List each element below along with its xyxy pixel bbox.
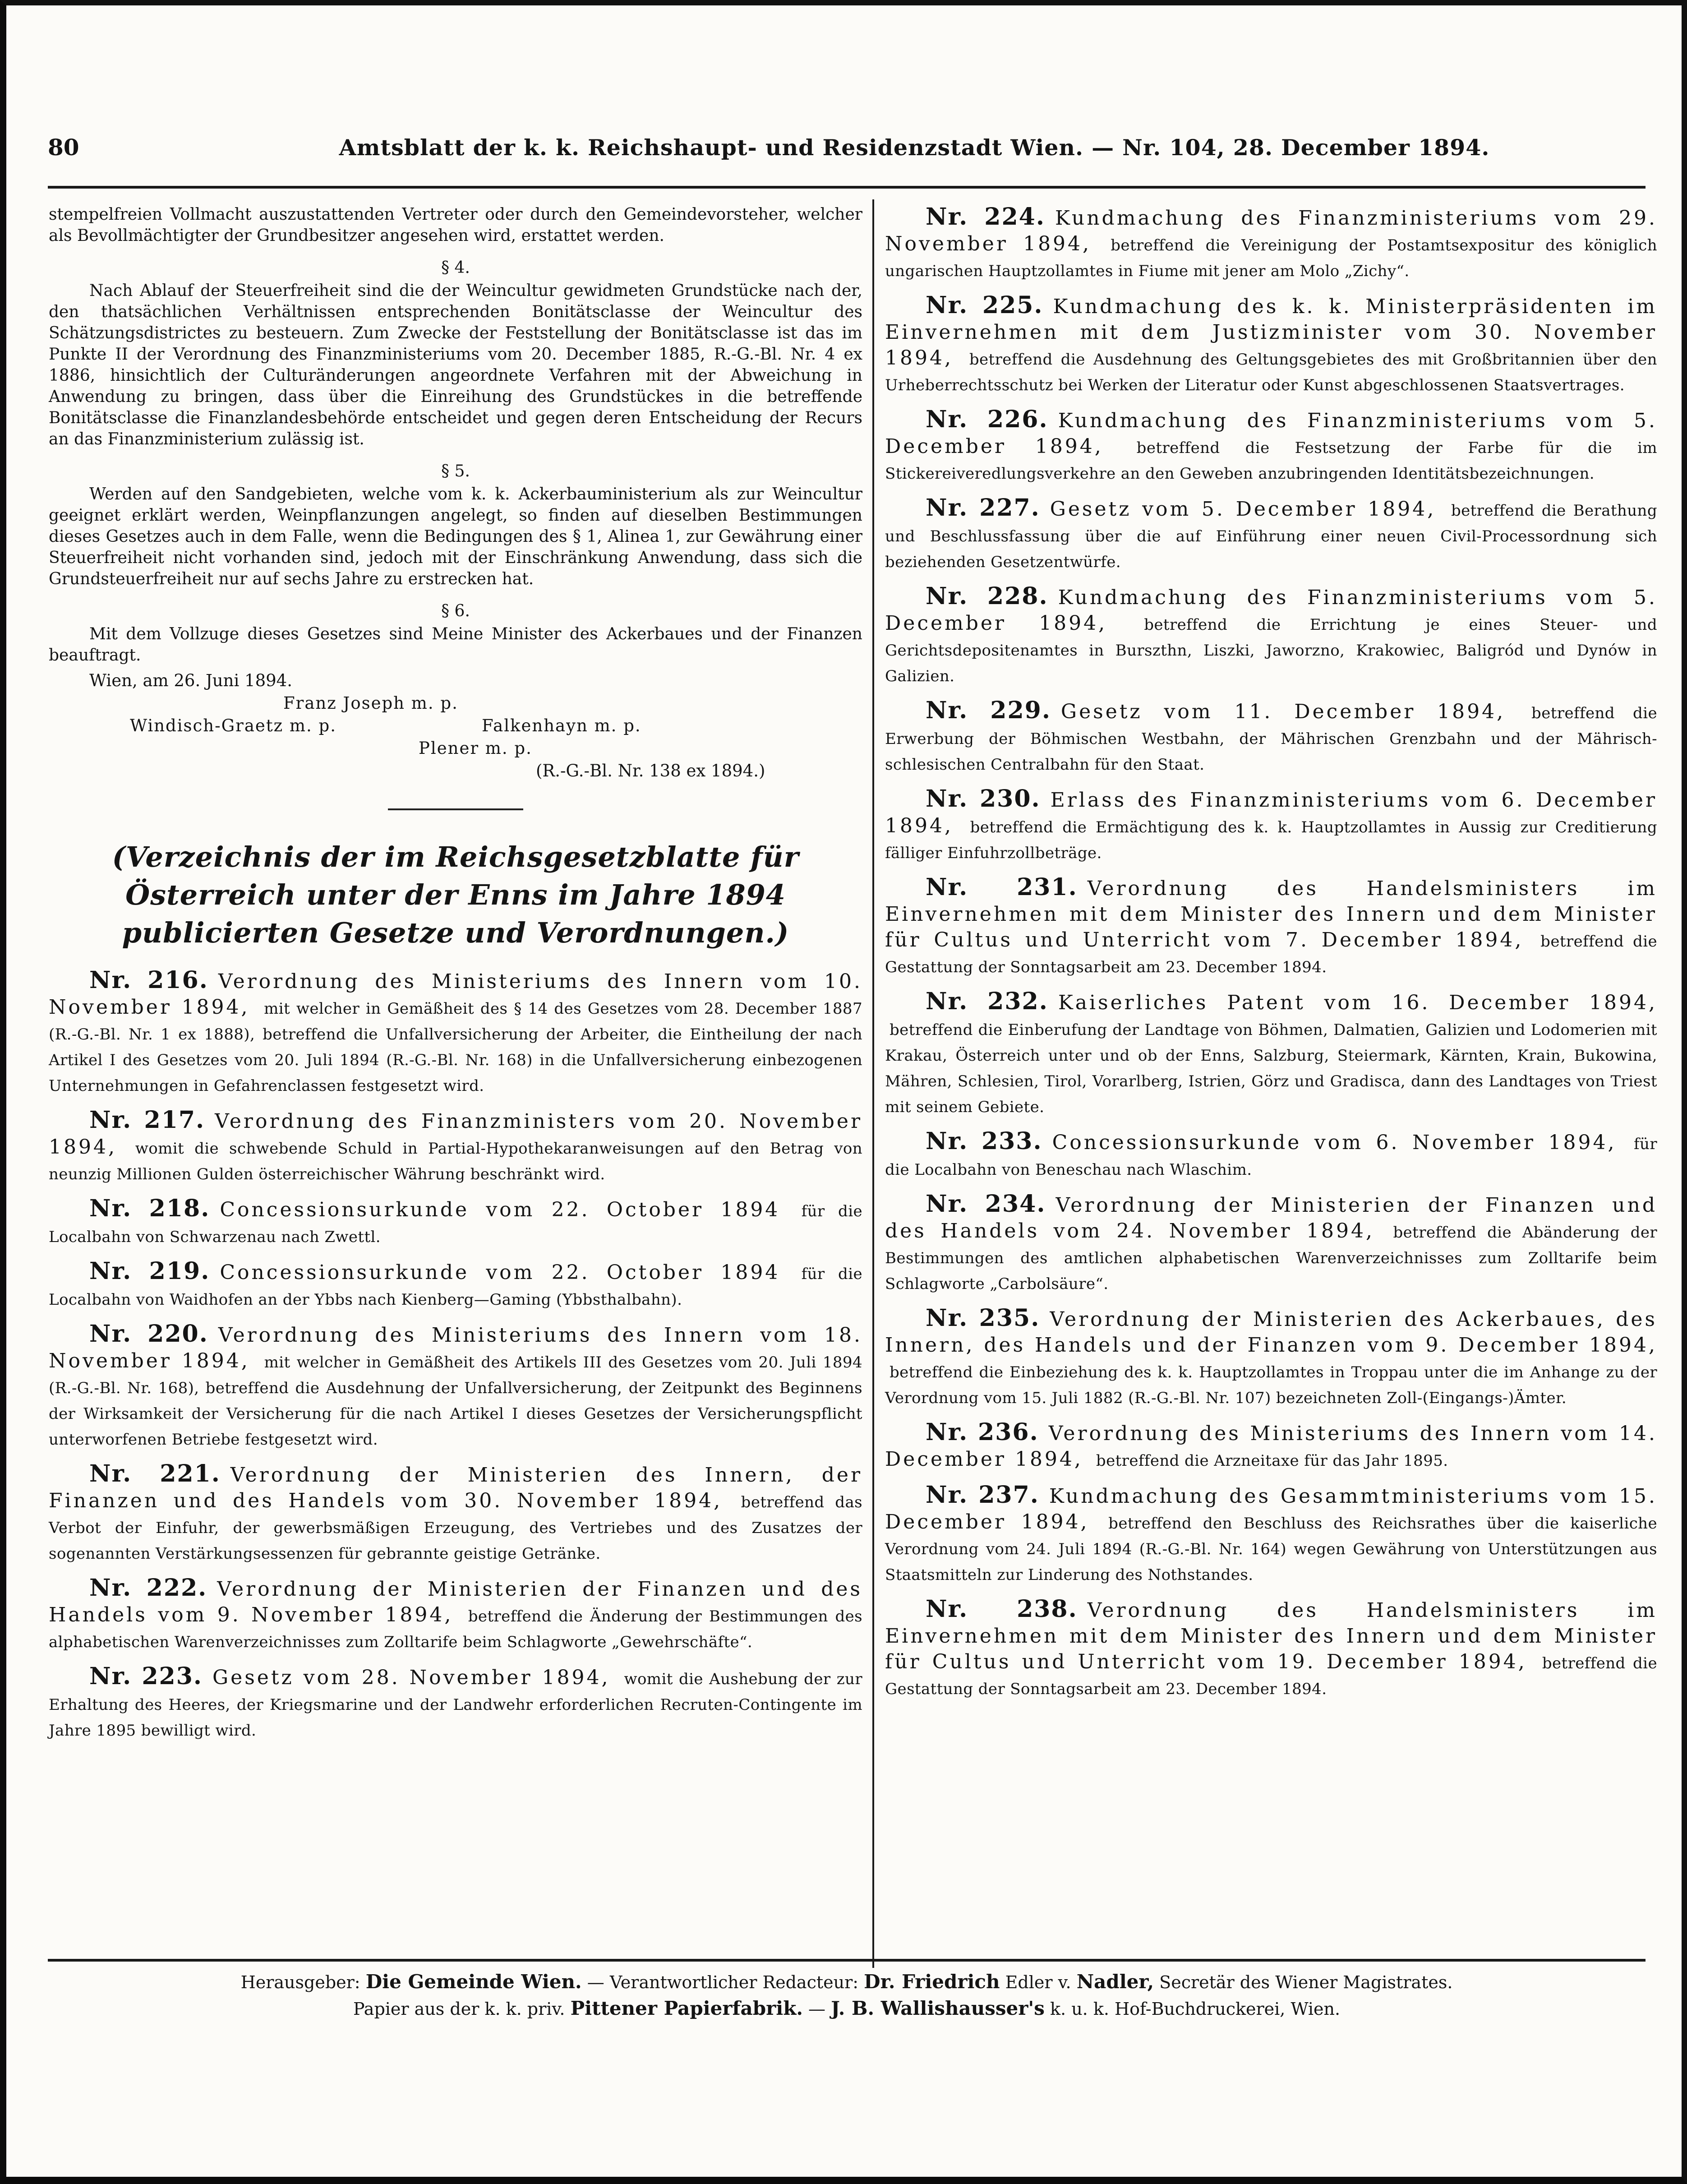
entry-body: betreffend das Verbot der Einfuhr, der gewerbsmäßigen Erzeugung, des Vertriebes und des Zusatzes der sogenannten Verstärkungsessenzen für gebrannte geistige Getränke. [49, 1493, 862, 1563]
entry-heading: Concessionsurkunde vom 22. October 1894 [220, 1261, 780, 1284]
signature-minister-1: Windisch-Graetz m. p. [130, 716, 336, 735]
entry-heading: Verordnung der Ministerien des Ackerbaues, des Innern, des Handels und der Finanzen vom 9. December 1894, [885, 1308, 1658, 1357]
signature-emperor: Franz Joseph m. p. [283, 693, 458, 713]
entry-heading: Kundmachung des Gesammtministeriums vom 15. December 1894, [885, 1485, 1657, 1533]
entry-body: betreffend die Gestattung der Sonntagsarbeit am 23. December 1894. [885, 933, 1657, 976]
register-entry [885, 1305, 1657, 1409]
entry-number: Nr. 230. [926, 785, 1041, 813]
page-number: 80 [48, 134, 79, 161]
entry-heading: Verordnung der Ministerien der Finanzen und des Handels vom 9. November 1894, [49, 1578, 862, 1626]
editor-label: — Verantwortlicher Redacteur: [587, 1972, 859, 1992]
entry-number: Nr. 237. [926, 1481, 1039, 1509]
entry-heading: Verordnung des Handelsministers im Einvernehmen mit dem Minister des Innern und dem Minister für Cultus und Unterricht vom 7. December 1894, [885, 877, 1658, 951]
publisher-name: Die Gemeinde Wien. [365, 1971, 582, 1993]
entry-heading: Verordnung des Ministeriums des Innern vom 14. December 1894, [885, 1422, 1657, 1471]
entry-body: womit die schwebende Schuld in Partial-Hypothekaranweisungen auf den Betrag von neunzig Millionen Gulden österreichischer Währung beschränkt wird. [49, 1140, 862, 1183]
register-entry [885, 988, 1657, 1118]
entry-heading: Kaiserliches Patent vom 16. December 1894, [1058, 991, 1657, 1014]
entry-number: Nr. 235. [926, 1304, 1040, 1332]
register-entry [49, 1663, 862, 1742]
entry-heading: Verordnung des Handelsministers im Einvernehmen mit dem Minister des Innern und dem Minister für Cultus und Unterricht vom 19. December 1894, [885, 1599, 1658, 1673]
register-entry [49, 1107, 862, 1186]
right-column [885, 204, 1657, 1710]
editor-surname: Nadler, [1076, 1971, 1154, 1993]
running-title: Amtsblatt der k. k. Reichshaupt- und Residenzstadt Wien. — Nr. 104, 28. December 1894. [339, 134, 1490, 161]
editor-position: Secretär des Wiener Magistrates. [1159, 1972, 1453, 1992]
register-entry [49, 1575, 862, 1653]
footer-rule [48, 1959, 1646, 1962]
entry-body: betreffend die Festsetzung der Farbe für die im Stickereiveredlungsverkehre an den Geweben anzubringenden Identitätsbezeichnungen. [885, 439, 1657, 483]
entry-heading: Erlass des Finanzministeriums vom 6. December 1894, [885, 789, 1657, 837]
register-title: (Verzeichnis der im Reichsgesetzblatte für Österreich unter der Enns im Jahre 1894 publicierten Gesetze und Verordnungen.) [112, 840, 799, 949]
entry-heading: Kundmachung des Finanzministeriums vom 29. November 1894, [885, 207, 1657, 255]
register-entry [885, 1128, 1657, 1181]
entry-number: Nr. 219. [89, 1257, 210, 1285]
entry-heading: Kundmachung des k. k. Ministerpräsidenten im Einvernehmen mit dem Justizminister vom 30. November 1894, [885, 295, 1657, 369]
entry-heading: Kundmachung des Finanzministeriums vom 5. December 1894, [885, 409, 1657, 458]
register-entry [885, 204, 1657, 282]
section-heading-4: § 4. [441, 259, 470, 277]
entry-heading: Gesetz vom 11. December 1894, [1060, 700, 1506, 723]
entry-body: betreffend die Einberufung der Landtage von Böhmen, Dalmatien, Galizien und Lodomerien mit Krakau, Österreich unter und ob der Enns, Salzburg, Steiermark, Kärnten, Krain, Bukowina, Mähren, Schlesien, Tirol, Vorarlberg, Istrien, Görz und Gradisca, dann des Landtages von Triest mit seinem Gebiete. [885, 1021, 1657, 1116]
entry-number: Nr. 224. [926, 203, 1045, 231]
register-entry [49, 1461, 862, 1565]
printer-separator: — [808, 1999, 826, 2019]
register-entry [885, 583, 1657, 688]
entry-heading: Verordnung der Ministerien der Finanzen und des Handels vom 24. November 1894, [885, 1194, 1657, 1242]
register-entry [49, 1258, 862, 1311]
entry-number: Nr. 226. [926, 406, 1048, 433]
entry-number: Nr. 217. [89, 1106, 205, 1134]
publisher-label: Herausgeber: [240, 1972, 360, 1992]
entry-body: mit welcher in Gemäßheit des Artikels III des Gesetzes vom 20. Juli 1894 (R.-G.-Bl. Nr. 168), betreffend die Ausdehnung der Unfallversicherung, der Zeitpunkt des Beginnens der Wirksamkeit der Versicherung für die nach Artikel I dieses Gesetzes der Versicherungspflicht unterworfenen Betriebe festgesetzt wird. [49, 1353, 862, 1449]
short-divider [388, 808, 523, 810]
section-heading-5: § 5. [441, 462, 470, 480]
entry-heading: Concessionsurkunde vom 22. October 1894 [220, 1198, 780, 1221]
entry-number: Nr. 236. [926, 1418, 1039, 1446]
register-entry [885, 874, 1657, 979]
register-entry [885, 1419, 1657, 1472]
entry-heading: Verordnung des Finanzministers vom 20. November 1894, [49, 1110, 862, 1159]
entry-body: betreffend die Berathung und Beschlussfassung über die auf Einführung einer neuen Civil-Processordnung sich beziehenden Gesetzentwürfe. [885, 502, 1657, 571]
entry-number: Nr. 229. [926, 697, 1051, 724]
entry-number: Nr. 216. [89, 966, 208, 994]
entry-heading: Verordnung des Ministeriums des Innern vom 10. November 1894, [49, 970, 862, 1019]
register-entry [885, 697, 1657, 776]
entry-number: Nr. 220. [89, 1320, 208, 1348]
footer-line-2 [48, 1995, 1646, 2022]
paper-mill: Pittener Papierfabrik. [570, 1997, 803, 2019]
signature-ministers [49, 715, 862, 737]
register-entry [885, 1482, 1657, 1586]
signature-minister-2: Falkenhayn m. p. [482, 716, 641, 735]
entry-heading: Gesetz vom 5. December 1894, [1050, 498, 1436, 521]
section-text-5: Werden auf den Sandgebieten, welche vom k. k. Ackerbauministerium als zur Weincultur geeignet erklärt werden, Weinpflanzungen angelegt, so finden auf dieselben Bestimmungen dieses Gesetzes auch in dem Falle, wenn die Bedingungen des § 1, Alinea 1, zur Gewährung einer Steuerfreiheit nicht vorhanden sind, jedoch mit der Einschränkung Anwendung, dass sich die Grundsteuerfreiheit nur auf sechs Jahre zu erstrecken hat. [49, 485, 862, 588]
entry-body: betreffend die Ermächtigung des k. k. Hauptzollamtes in Aussig zur Creditierung fälliger Einfuhrzollbeträge. [885, 818, 1657, 862]
entry-number: Nr. 221. [89, 1460, 221, 1487]
entry-heading: Concessionsurkunde vom 6. November 1894, [1052, 1131, 1617, 1154]
section-text-4: Nach Ablauf der Steuerfreiheit sind die der Weincultur gewidmeten Grundstücke nach der, den thatsächlichen Verhältnissen entsprechenden Bonitätsclasse der Weincultur des Schätzungsdistrictes zu besteuern. Zum Zwecke der Feststellung der Bonitätsclasse ist das im Punkte II der Verordnung des Finanzministeriums vom 20. December 1885, R.-G.-Bl. Nr. 4 ex 1886, hinsichtlich der Culturänderungen angeordnete Verfahren mit der Abweichung in Anwendung zu bringen, dass über die Einreihung des Grundstückes in die betreffende Bonitätsclasse die Finanzlandesbehörde entscheidet und gegen deren Entscheidung der Recurs an das Finanzministerium zulässig ist. [49, 282, 862, 448]
signature-minister-3: Plener m. p. [419, 739, 532, 758]
entry-number: Nr. 233. [926, 1127, 1042, 1155]
entry-body: mit welcher in Gemäßheit des § 14 des Gesetzes vom 28. December 1887 (R.-G.-Bl. Nr. 1 ex 1888), betreffend die Unfallversicherung der Arbeiter, die Eintheilung der nach Artikel I des Gesetzes vom 20. Juli 1894 (R.-G.-Bl. Nr. 168) in die Unfallversicherung einbezogenen Unternehmungen in Gefahrenclassen festgesetzt wird. [49, 1000, 862, 1095]
register-entry [49, 1321, 862, 1451]
register-entry [885, 292, 1657, 397]
entry-body: betreffend die Errichtung je eines Steuer- und Gerichtsdepositenamtes in Burszthn, Liszki, Jaworzno, Krakowiec, Baligród und Dynów in Galizien. [885, 616, 1657, 685]
left-column [49, 204, 862, 1752]
entry-body: für die Localbahn von Schwarzenau nach Zwettl. [49, 1202, 862, 1246]
entry-heading: Verordnung der Ministerien des Innern, der Finanzen und des Handels vom 30. November 1894, [49, 1464, 862, 1512]
printer-details: k. u. k. Hof-Buchdruckerei, Wien. [1050, 1999, 1341, 2019]
register-entry [49, 1196, 862, 1248]
entry-body: betreffend die Abänderung der Bestimmungen des amtlichen alphabetischen Warenverzeichnisses zum Zolltarife beim Schlagworte „Carbolsäure“. [885, 1224, 1657, 1293]
page-header [48, 134, 1646, 179]
paper-label: Papier aus der k. k. priv. [353, 1999, 565, 2019]
entry-number: Nr. 231. [926, 873, 1078, 901]
section-heading-6: § 6. [441, 602, 470, 620]
entry-number: Nr. 223. [89, 1662, 203, 1690]
entry-number: Nr. 222. [89, 1574, 207, 1602]
entry-number: Nr. 228. [926, 582, 1048, 610]
signature-date: Wien, am 26. Juni 1894. [89, 671, 292, 690]
register-entry [885, 1596, 1657, 1700]
entry-number: Nr. 238. [926, 1595, 1078, 1623]
entry-body: betreffend die Erwerbung der Böhmischen Westbahn, der Mährischen Grenzbahn und der Mährisch-schlesischen Centralbahn für den Staat. [885, 704, 1657, 774]
entry-body: betreffend die Gestattung der Sonntagsarbeit am 23. December 1894. [885, 1654, 1657, 1698]
register-entry [49, 967, 862, 1097]
entry-number: Nr. 218. [89, 1195, 210, 1222]
entry-body: betreffend die Ausdehnung des Geltungsgebietes des mit Großbritannien über den Urheberrechtsschutz bei Werken der Literatur oder Kunst abgeschlossenen Staatsvertrages. [885, 351, 1657, 394]
header-rule [48, 186, 1646, 189]
entry-heading: Kundmachung des Finanzministeriums vom 5. December 1894, [885, 586, 1657, 635]
left-register-entries [49, 967, 862, 1742]
register-entry [885, 1191, 1657, 1295]
section-text-6: Mit dem Vollzuge dieses Gesetzes sind Meine Minister des Ackerbaues und der Finanzen beauftragt. [49, 625, 862, 665]
entry-body: für die Localbahn von Waidhofen an der Ybbs nach Kienberg—Gaming (Ybbsthalbahn). [49, 1265, 862, 1309]
entry-body: betreffend die Änderung der Bestimmungen des alphabetischen Warenverzeichnisses zum Zolltarife beim Schlagworte „Gewehrschäfte“. [49, 1607, 862, 1651]
page-footer [48, 1969, 1646, 2022]
entry-body: für die Localbahn von Beneschau nach Wlaschim. [885, 1135, 1657, 1179]
column-divider [872, 199, 874, 1968]
entry-heading: Verordnung des Ministeriums des Innern vom 18. November 1894, [49, 1324, 862, 1372]
entry-body: betreffend die Arzneitaxe für das Jahr 1895. [1096, 1452, 1448, 1470]
entry-number: Nr. 232. [926, 988, 1048, 1015]
entry-body: betreffend die Vereinigung der Postamtsexpositur des königlich ungarischen Hauptzollamtes in Fiume mit jener am Molo „Zichy“. [885, 236, 1657, 280]
entry-number: Nr. 227. [926, 494, 1040, 522]
editor-title: Edler v. [1005, 1972, 1071, 1992]
entry-number: Nr. 225. [926, 291, 1043, 319]
entry-heading: Gesetz vom 28. November 1894, [212, 1666, 610, 1689]
entry-body: betreffend den Beschluss des Reichsrathes über die kaiserliche Verordnung vom 24. Juli 1894 (R.-G.-Bl. Nr. 164) wegen Gewährung von Unterstützungen aus Staatsmitteln zur Linderung des Nothstandes. [885, 1514, 1657, 1584]
entry-body: womit die Aushebung der zur Erhaltung des Heeres, der Kriegsmarine und der Landwehr erforderlichen Recruten-Contingente im Jahre 1895 bewilligt wird. [49, 1670, 862, 1740]
printer-name: J. B. Wallishausser's [831, 1997, 1045, 2019]
register-entry [885, 406, 1657, 485]
editor-name: Dr. Friedrich [864, 1971, 1000, 1993]
entry-body: betreffend die Einbeziehung des k. k. Hauptzollamtes in Troppau unter die im Anhange zu der Verordnung vom 15. Juli 1882 (R.-G.-Bl. Nr. 107) bezeichneten Zoll-(Eingangs-)Ämter. [885, 1363, 1657, 1407]
register-entry [885, 786, 1657, 864]
register-entry [885, 495, 1657, 573]
law-continuation: stempelfreien Vollmacht auszustattenden Vertreter oder durch den Gemeindevorsteher, welcher als Bevollmächtigter der Grundbesitzer angesehen wird, erstattet werden. [49, 205, 862, 245]
law-citation: (R.-G.-Bl. Nr. 138 ex 1894.) [536, 761, 765, 780]
footer-line-1 [48, 1969, 1646, 1995]
entry-number: Nr. 234. [926, 1190, 1046, 1218]
